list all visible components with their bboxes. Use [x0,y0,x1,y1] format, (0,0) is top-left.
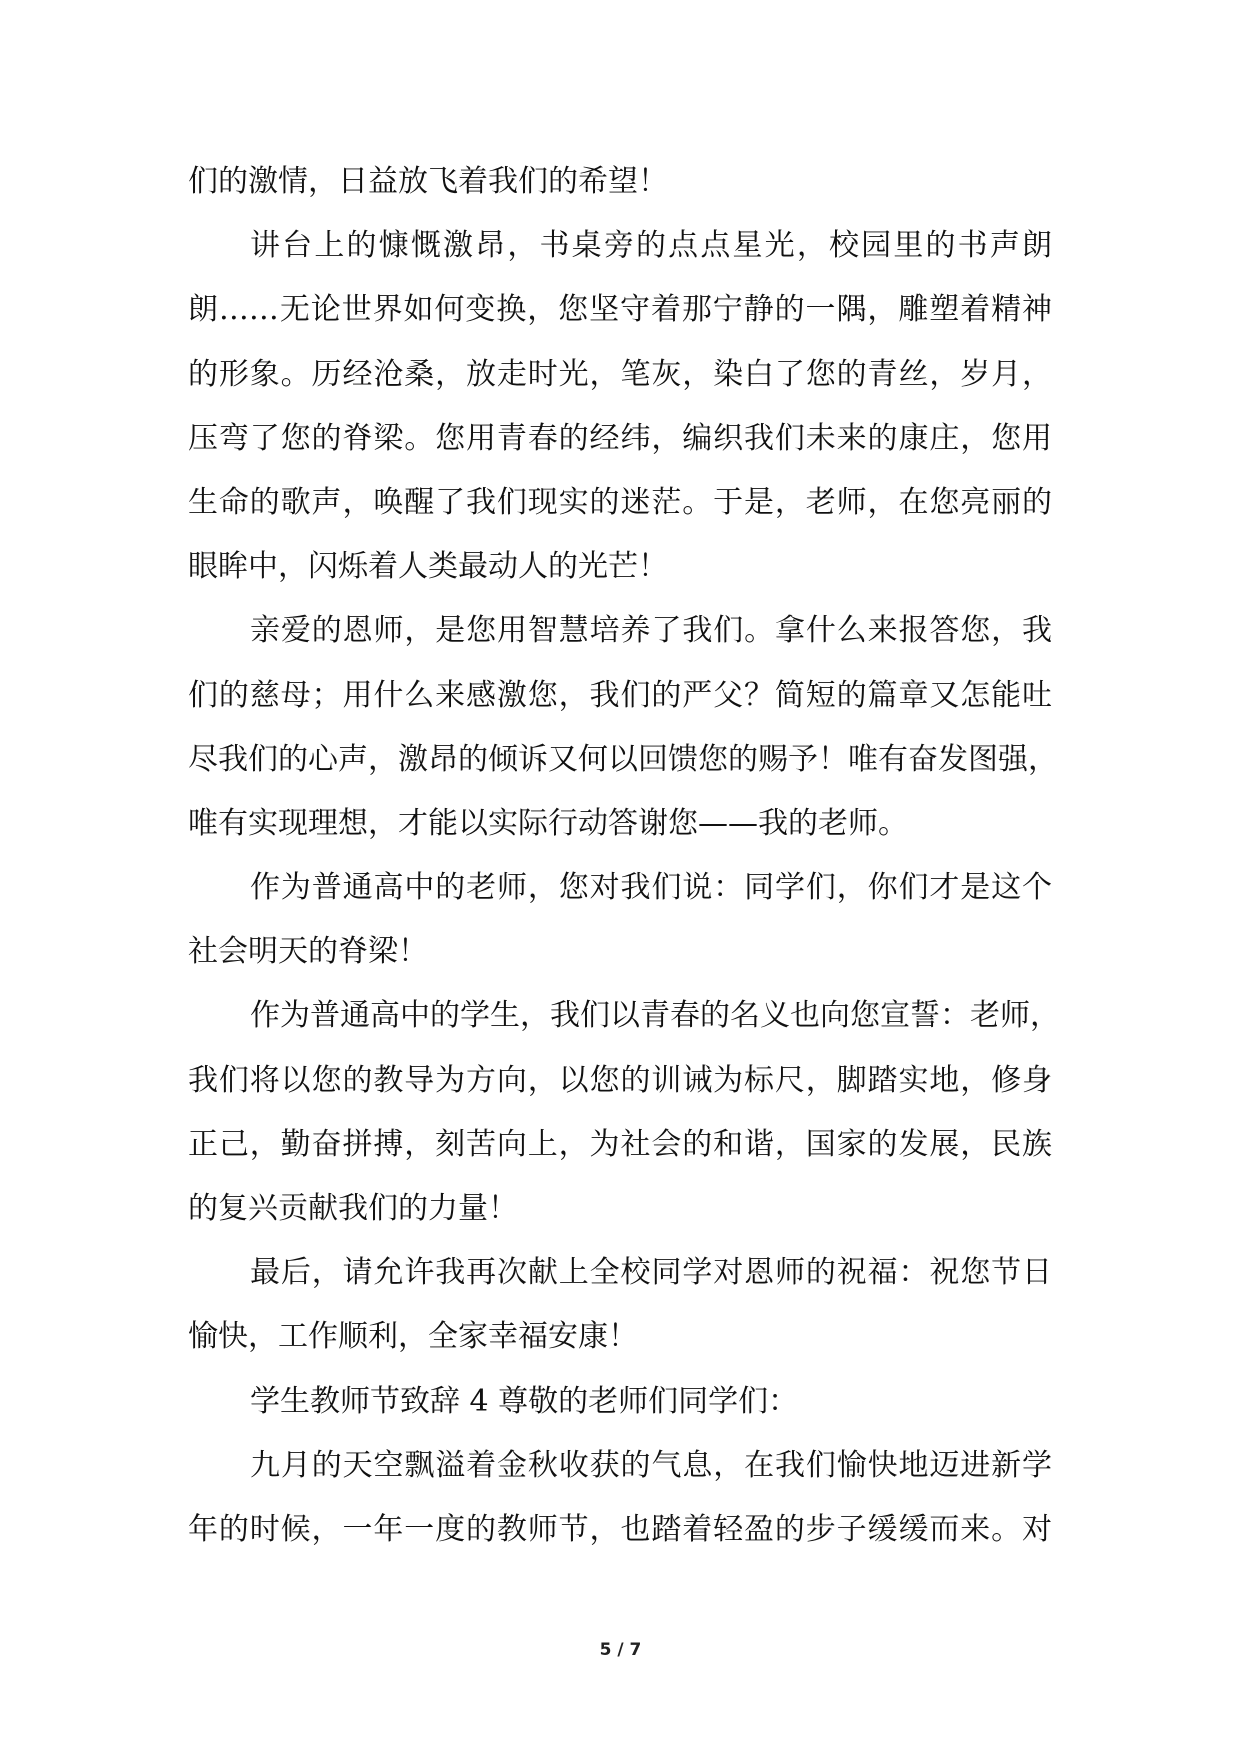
text-line: 作为普通高中的老师，您对我们说：同学们，你们才是这个 [250,870,1052,906]
text-line: 九月的天空飘溢着金秋收获的气息，在我们愉快地迈进新学 [250,1447,1052,1483]
text-line: 们的慈母；用什么来感激您，我们的严父？简短的篇章又怎能吐 [188,677,1052,713]
text-line: 们的激情，日益放飞着我们的希望！ [188,164,668,199]
text-line: 尽我们的心声，激昂的倾诉又何以回馈您的赐予！唯有奋发图强， [188,741,1058,777]
text-line: 生命的歌声，唤醒了我们现实的迷茫。于是，老师，在您亮丽的 [188,484,1052,520]
text-line: 讲台上的慷慨激昂，书桌旁的点点星光，校园里的书声朗 [250,228,1052,264]
text-line: 朗……无论世界如何变换，您坚守着那宁静的一隅，雕塑着精神 [188,292,1052,328]
text-line: 的形象。历经沧桑，放走时光，笔灰，染白了您的青丝，岁月， [188,356,1052,392]
text-line: 压弯了您的脊梁。您用青春的经纬，编织我们未来的康庄，您用 [188,420,1052,456]
text-line: 眼眸中，闪烁着人类最动人的光芒！ [188,549,668,585]
text-line: 唯有实现理想，才能以实际行动答谢您——我的老师。 [188,805,908,841]
text-line: 正己，勤奋拼搏，刻苦向上，为社会的和谐，国家的发展，民族 [188,1126,1052,1162]
text-line: 最后，请允许我再次献上全校同学对恩师的祝福：祝您节日 [250,1255,1052,1291]
text-line: 我们将以您的教导为方向，以您的训诫为标尺，脚踏实地，修身 [188,1062,1052,1098]
text-line: 愉快，工作顺利，全家幸福安康！ [188,1319,638,1355]
page-number: 5 / 7 [599,1640,642,1660]
text-line: 的复兴贡献我们的力量！ [188,1191,518,1226]
text-line: 作为普通高中的学生，我们以青春的名义也向您宣誓：老师， [250,998,1060,1034]
document-body [188,150,1060,1562]
text-line: 年的时候，一年一度的教师节，也踏着轻盈的步子缓缓而来。对 [188,1511,1052,1547]
text-line: 亲爱的恩师，是您用智慧培养了我们。拿什么来报答您，我 [250,613,1052,649]
text-line: 社会明天的脊梁！ [188,934,428,970]
text-line: 学生教师节致辞 4 尊敬的老师们同学们： [250,1383,799,1419]
